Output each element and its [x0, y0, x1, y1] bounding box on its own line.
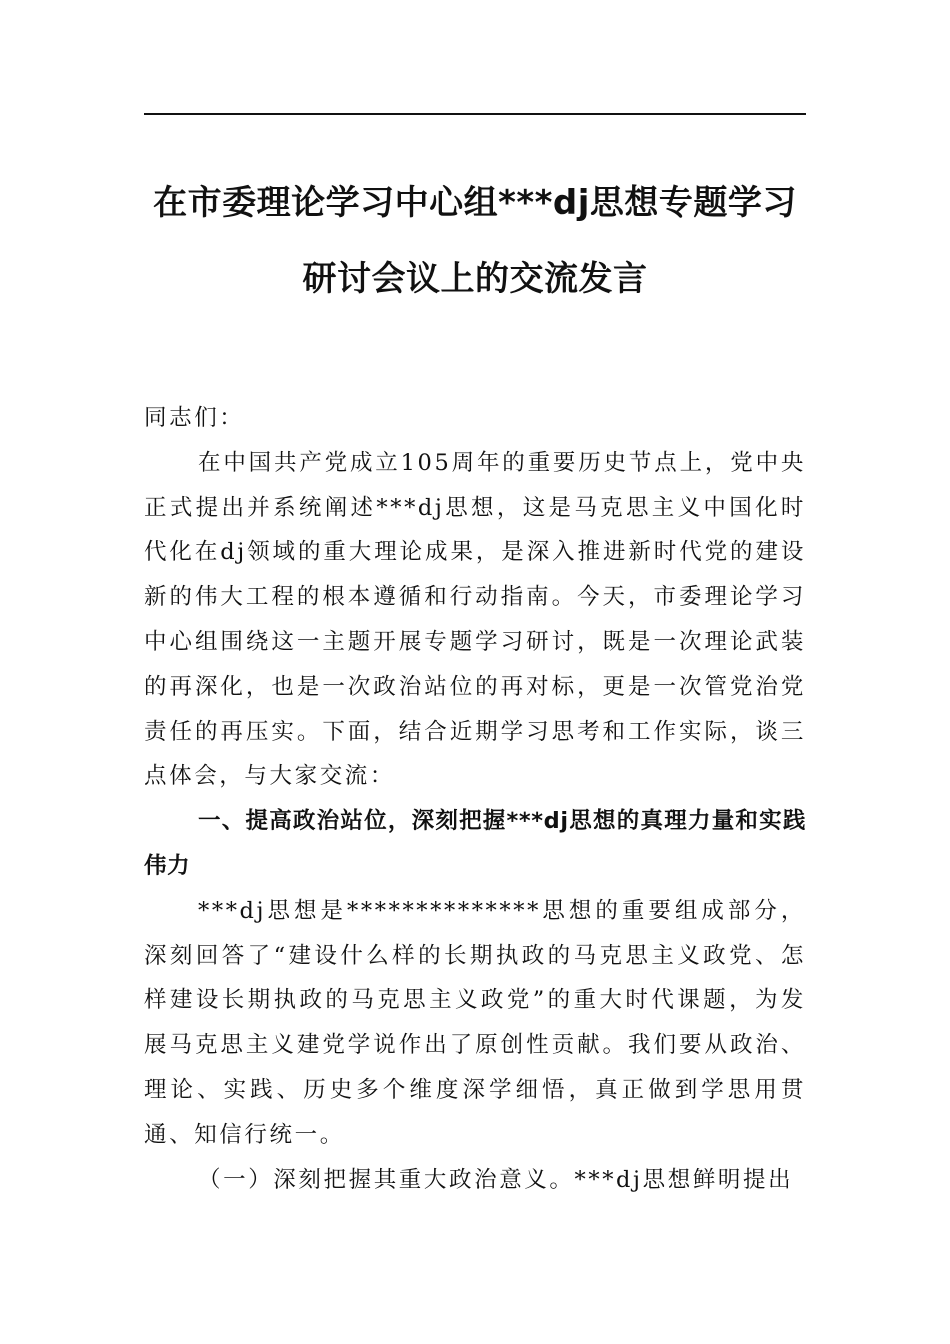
title-line-1: 在市委理论学习中心组***dj思想专题学习 — [153, 183, 797, 223]
salutation: 同志们： — [144, 405, 245, 431]
title-line-2: 研讨会议上的交流发言 — [302, 259, 648, 299]
section-1-paragraph: ***dj思想是**************思想的重要组成部分，深刻回答了“建设什么样的长期执政的马克思主义政党、怎样建设长期执政的马克思主义政党”的重大时代课题，为发展马克思主义建党学说作出了原创性贡献。我们要从政治、理论、实践、历史多个维度深学细悟，真正做到学思用贯通、知信行统一。 — [144, 897, 806, 1148]
document-title — [144, 165, 806, 317]
document-body — [144, 396, 806, 1202]
section-1-heading: 一、提高政治站位，深刻把握***dj思想的真理力量和实践伟力 — [144, 808, 806, 879]
subsection-1-paragraph: （一）深刻把握其重大政治意义。***dj思想鲜明提出 — [198, 1166, 794, 1193]
intro-paragraph: 在中国共产党成立105周年的重要历史节点上，党中央正式提出并系统阐述***dj思想，这是马克思主义中国化时代化在dj领域的重大理论成果，是深入推进新时代党的建设新的伟大工程的根本遵循和行动指南。今天，市委理论学习中心组围绕这一主题开展专题学习研讨，既是一次理论武装的再深化，也是一次政治站位的再对标，更是一次管党治党责任的再压实。下面，结合近期学习思考和工作实际，谈三点体会，与大家交流： — [144, 449, 806, 790]
header-rule — [144, 113, 806, 115]
